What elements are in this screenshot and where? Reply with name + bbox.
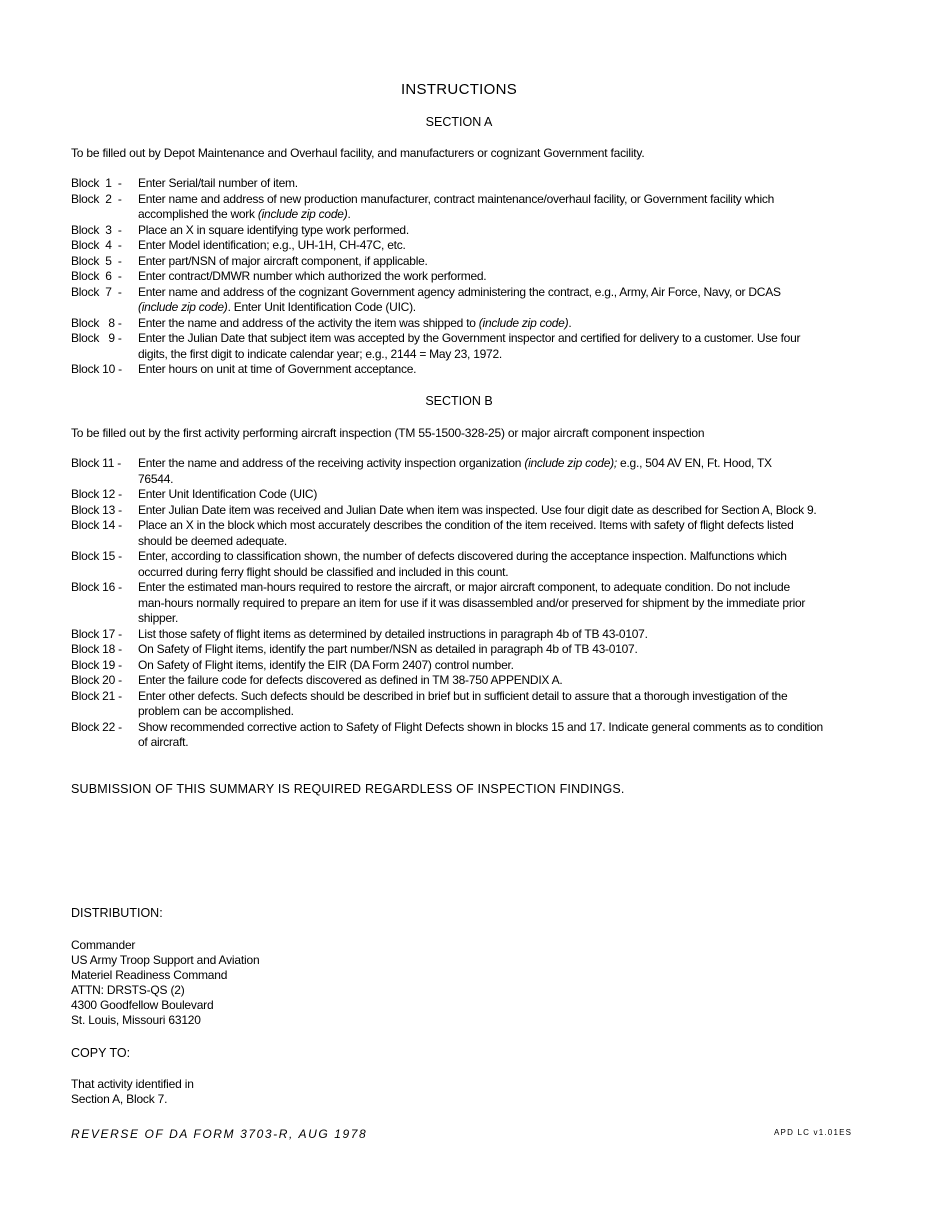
block-text: Enter other defects. Such defects should be described in brief but in sufficient detail to assure that a thorough investigation of the problem can be accomplished. [138,688,788,718]
block-label: Block 6 - [71,269,122,283]
block-instruction [71,456,831,487]
section-a-intro: To be filled out by Depot Maintenance and Overhaul facility, and manufacturers or cognizant Government facility. [71,146,645,160]
block-label: Block 14 - [71,518,122,532]
block-instruction [71,238,831,254]
block-text: On Safety of Flight items, identify the part number/NSN as detailed in paragraph 4b of TB 43-0107. [138,642,638,656]
submission-notice: SUBMISSION OF THIS SUMMARY IS REQUIRED REGARDLESS OF INSPECTION FINDINGS. [71,782,625,796]
block-label: Block 7 - [71,284,122,299]
block-instruction [71,689,831,720]
copy-to-text [71,1077,194,1107]
block-text-italic: (include zip code) [257,207,348,221]
copy-to-line: That activity identified in [71,1077,194,1091]
address-line: US Army Troop Support and Aviation [71,952,260,967]
block-label: Block 13 - [71,502,122,517]
address-line: ATTN: DRSTS-QS (2) [71,982,185,997]
version-stamp: APD LC v1.01ES [774,1128,853,1137]
block-instruction [71,642,831,658]
block-text-italic: (include zip code) [138,300,228,314]
block-text: Show recommended corrective action to Safety of Flight Defects shown in blocks 15 and 17. Indicate general comments as to condition of aircraft. [138,719,823,749]
block-label: Block 5 - [71,253,122,268]
block-text: Enter the estimated man-hours required to restore the aircraft, or major aircraft component, to adequate condition. Do not include man-hours normally required to prepare an item for use if it was disassembled and/or preserved for shipment by the immediate prior shipper. [138,580,806,625]
block-label: Block 8 - [71,315,122,330]
block-text: Enter the failure code for defects discovered as defined in TM 38-750 APPENDIX A. [138,673,563,687]
block-label: Block 16 - [71,580,122,594]
block-text: On Safety of Flight items, identify the EIR (DA Form 2407) control number. [138,657,514,672]
address-line: St. Louis, Missouri 63120 [71,1012,201,1027]
block-instruction [71,223,831,239]
block-instruction [71,487,831,503]
block-label: Block 15 - [71,549,122,563]
block-label: Block 20 - [71,673,122,687]
section-a-heading: SECTION A [425,115,493,129]
block-instruction [71,549,831,580]
block-instruction [71,580,831,627]
block-text-italic: (include zip code) [478,315,569,330]
block-label: Block 11 - [71,456,121,470]
block-label: Block 2 - [71,191,122,206]
form-identifier: REVERSE OF DA FORM 3703-R, AUG 1978 [71,1127,368,1141]
block-label: Block 4 - [71,238,122,252]
block-instruction [71,658,831,674]
block-label: Block 18 - [71,642,122,656]
block-label: Block 9 - [71,331,122,345]
block-instruction [71,362,831,378]
block-text: Enter Julian Date item was received and Julian Date when item was inspected. Use four digit date as described for Section A, Block 9. [138,502,817,517]
block-instruction [71,285,831,316]
block-text: Enter Model identification; e.g., UH-1H, CH-47C, etc. [138,238,406,252]
block-instruction [71,316,831,332]
distribution-address [71,938,259,1027]
address-line: Materiel Readiness Command [71,967,228,982]
copy-to-line: Section A, Block 7. [71,1091,168,1106]
block-text-italic: (include zip code); [524,456,617,470]
distribution-heading: DISTRIBUTION: [71,906,163,920]
section-a-block-list [71,176,831,378]
block-label: Block 19 - [71,657,122,672]
block-label: Block 1 - [71,176,122,190]
block-text: Enter Unit Identification Code (UIC) [138,487,318,501]
copy-to-heading: COPY TO: [71,1046,131,1060]
block-label: Block 10 - [71,362,122,376]
section-b-intro: To be filled out by the first activity performing aircraft inspection (TM 55-1500-328-25) or major aircraft component inspection [71,426,705,440]
block-text: Place an X in the block which most accurately describes the condition of the item received. Items with safety of flight defects listed should be deemed adequate. [138,518,794,548]
block-text: Enter part/NSN of major aircraft component, if applicable. [138,253,428,268]
address-line: 4300 Goodfellow Boulevard [71,997,214,1012]
block-instruction [71,254,831,270]
block-instruction [71,503,831,519]
block-instruction [71,269,831,285]
block-text: Enter the name and address of the activity the item was shipped to (include zip code). [138,315,572,330]
block-instruction [71,627,831,643]
block-label: Block 12 - [71,487,122,501]
address-line: Commander [71,938,136,952]
block-text: Enter the Julian Date that subject item was accepted by the Government inspector and certified for delivery to a customer. Use four digits, the first digit to indicate calendar year; e.g., 2144 = May 23, 1972. [138,331,801,361]
block-instruction [71,720,831,751]
section-b-heading: SECTION B [425,394,493,408]
block-instruction [71,673,831,689]
block-instruction [71,192,831,223]
block-label: Block 22 - [71,719,122,734]
page-title: INSTRUCTIONS [400,81,518,98]
block-instruction [71,331,831,362]
block-text: Enter Serial/tail number of item. [138,176,298,190]
block-text: Enter, according to classification shown, the number of defects discovered during the acceptance inspection. Malfunctions which occurred during ferry flight should be classified and included in this count. [138,549,787,579]
block-text: Enter contract/DMWR number which authorized the work performed. [138,269,487,283]
block-instruction [71,176,831,192]
block-label: Block 17 - [71,626,122,641]
block-text: Enter name and address of the cognizant Government agency administering the contract, e.g., Army, Air Force, Navy, or DCAS (include zip code). Enter Unit Identification Code (UIC). [138,284,781,314]
block-text: Enter hours on unit at time of Government acceptance. [138,362,417,376]
block-label: Block 3 - [71,222,122,237]
block-label: Block 21 - [71,688,122,703]
section-b-block-list [71,456,831,751]
block-text: List those safety of flight items as determined by detailed instructions in paragraph 4b of TB 43-0107. [138,626,648,641]
block-text: Enter name and address of new production manufacturer, contract maintenance/overhaul facility, or Government facility which accomplished the work (include zip code). [138,191,775,221]
block-text: Place an X in square identifying type work performed. [138,222,409,237]
block-instruction [71,518,831,549]
block-text: Enter the name and address of the receiving activity inspection organization (include zip code); e.g., 504 AV EN, Ft. Hood, TX 76544. [138,456,772,486]
